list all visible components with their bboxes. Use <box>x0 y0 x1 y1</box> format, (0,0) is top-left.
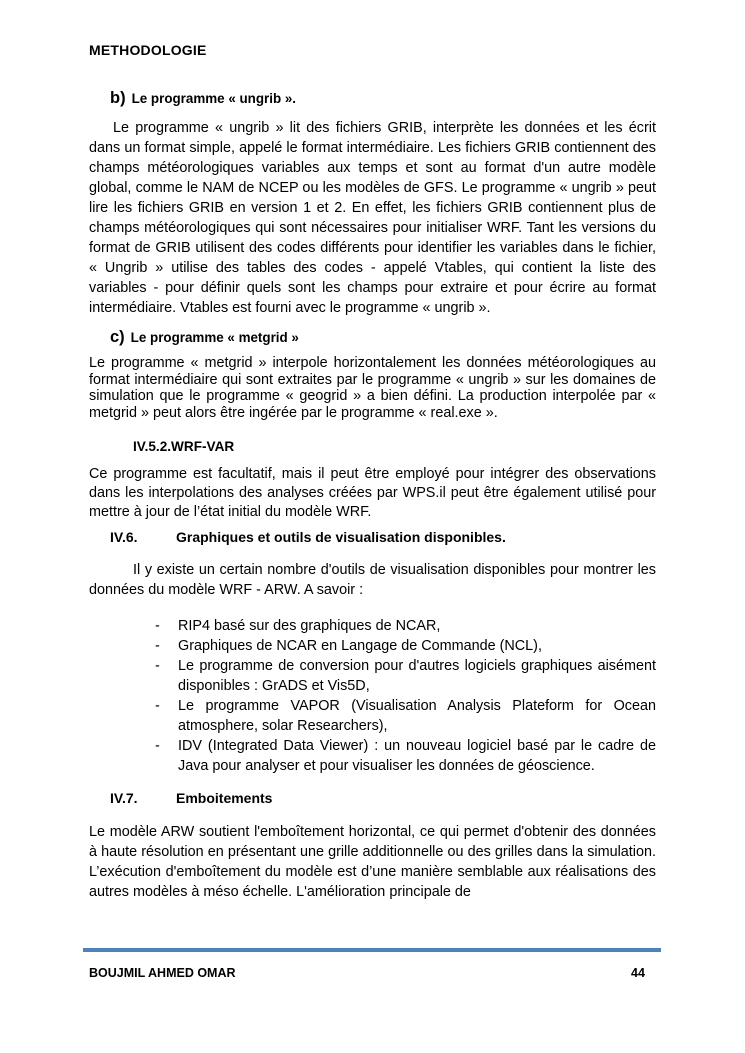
bullet-dash: - <box>155 738 160 754</box>
list-item-text: RIP4 basé sur des graphiques de NCAR, <box>178 618 441 634</box>
section-title: Graphiques et outils de visualisation disponibles. <box>176 529 506 545</box>
section-heading-tools <box>89 527 656 547</box>
list-item <box>155 696 656 736</box>
list-item-text: Le programme de conversion pour d'autres logiciels graphiques aisément disponibles : GrADS et Vis5D, <box>178 658 656 694</box>
paragraph-tools: Il y existe un certain nombre d'outils de visualisation disponibles pour montrer les données du modèle WRF - ARW. A savoir : <box>89 562 656 598</box>
bullet-dash: - <box>155 618 160 634</box>
footer-author: BOUJMIL AHMED OMAR <box>89 966 236 980</box>
paragraph-nesting: Le modèle ARW soutient l'emboîtement horizontal, ce qui permet d'obtenir des données à haute résolution en présentant une grille additionnelle ou des grilles dans la simulation. L’exécution d'emboîtement du modèle est d’une manière semblable aux réalisations des autres modèles à méso échelle. L'amélioration principale de <box>89 824 656 900</box>
list-item <box>155 616 656 636</box>
section-number: IV.6. <box>110 529 138 545</box>
section-letter: b) <box>110 89 126 107</box>
page-number: 44 <box>631 966 645 980</box>
bullet-dash: - <box>155 638 160 654</box>
list-item <box>155 736 656 776</box>
paragraph-ungrib: Le programme « ungrib » lit des fichiers GRIB, interprète les données et les écrit dans un format simple, appelé le format intermédiaire. Les fichiers GRIB contiennent des champs météorologiques variables aux temps et sont au format d'un autre modèle global, comme le NAM de NCEP ou les modèles de GFS. Le programme « ungrib » peut lire les fichiers GRIB en version 1 et 2. En effet, les fichiers GRIB contiennent plus de champs météorologiques qui sont nécessaires pour initialiser WRF. Tant les versions du format de GRIB utilisent des codes différents pour identifier les variables dans le fichier, « Ungrib » utilise des tables des codes - appelé Vtables, qui contient la liste des variables - pour définir quels sont les champs pour extraire et pour écrire au format intermédiaire. Vtables est fourni avec le programme « ungrib ». <box>89 120 656 316</box>
section-heading-wrfvar: IV.5.2.WRF-VAR <box>133 439 235 454</box>
list-item <box>155 656 656 696</box>
section-heading-metgrid <box>89 327 656 348</box>
document-body <box>89 88 656 902</box>
section-heading-nesting <box>89 788 656 808</box>
tools-list <box>89 616 656 776</box>
footer-divider <box>83 948 661 952</box>
list-item-text: Le programme VAPOR (Visualisation Analysis Plateform for Ocean atmosphere, solar Researchers), <box>178 698 656 734</box>
section-title: Le programme « ungrib ». <box>131 91 297 106</box>
running-header: METHODOLOGIE <box>89 42 207 58</box>
list-item-text: IDV (Integrated Data Viewer) : un nouveau logiciel basé par le cadre de Java pour analyser et pour visualiser les données de géoscience. <box>178 738 656 774</box>
paragraph-wrfvar: Ce programme est facultatif, mais il peut être employé pour intégrer des observations dans les interpolations des analyses créées par WPS.il peut être également utilisé pour mettre à jour de l’état initial du modèle WRF. <box>89 466 656 520</box>
list-item-text: Graphiques de NCAR en Langage de Commande (NCL), <box>178 638 542 654</box>
section-heading-ungrib <box>89 88 656 109</box>
section-number: IV.7. <box>110 790 138 806</box>
bullet-dash: - <box>155 658 160 674</box>
paragraph-metgrid: Le programme « metgrid » interpole horizontalement les données météorologiques au format intermédiaire qui sont extraites par le programme « ungrib » sur les domaines de simulation que le programme « geogrid » a bien défini. La production interpolée par « metgrid » peut alors être ingérée par le programme « real.exe ». <box>89 355 656 421</box>
section-title: Le programme « metgrid » <box>130 330 299 345</box>
bullet-dash: - <box>155 698 160 714</box>
section-letter: c) <box>110 328 125 346</box>
section-title: Emboitements <box>176 790 273 806</box>
list-item <box>155 636 656 656</box>
